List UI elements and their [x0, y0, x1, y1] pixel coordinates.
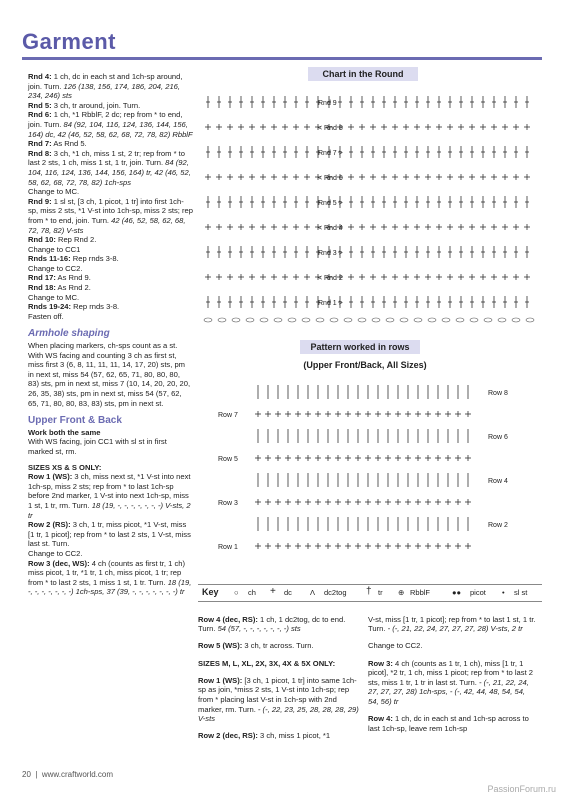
left_column-item: [28, 197, 193, 235]
left_column-text: Change to CC1: [28, 244, 81, 254]
legend-tr: tr: [378, 588, 383, 597]
upper.rows-count: 18 (19, -, -, -, -, -, -, -) 1ch-sps, 37 (39, -, -, -, -, -, -, -) tr: [28, 577, 192, 597]
left_column-label: Rnds 19-24:: [28, 302, 72, 312]
row1-count: - (-, 22, 23, 25, 28, 28, 28, 29) V-sts: [198, 704, 359, 724]
row5-label: Row 5 (WS):: [198, 641, 243, 651]
col3: [368, 607, 536, 741]
slst-icon: •: [502, 588, 505, 597]
upper.rows-item: [28, 520, 193, 549]
left_column-item: [28, 302, 193, 312]
left_column-count: 84 (92, 104, 116, 124, 136, 144, 156, 164) tr, 42 (46, 52, 58, 62, 68, 72, 78, 82) 1ch-sps: [28, 158, 191, 187]
left_column-label: Rnd 10:: [28, 235, 56, 245]
left_column-text: 3 ch, tr around, join. Turn.: [51, 100, 141, 110]
row4-text: 1 ch, 1 dc2tog, dc to end. Turn.: [198, 614, 346, 634]
left_column-item: [28, 101, 193, 111]
col3-text: 1 ch, dc in each st and 1ch-sp across to last 1ch-sp, leave rem 1ch-sp: [368, 714, 529, 733]
row-label: Row 6: [488, 434, 508, 441]
left_column-item: [28, 273, 193, 283]
col3-label: Row 3:: [368, 658, 393, 668]
col3-item: [368, 615, 536, 634]
upper-subheading: Work both the same: [28, 427, 101, 437]
ch-symbol: [400, 318, 408, 322]
ch-symbol: [316, 318, 324, 322]
legend: [198, 584, 542, 602]
col3-text: Change to CC2.: [368, 641, 423, 651]
upper-rows: [28, 472, 193, 597]
left_column-text: Rep rnds 3-8.: [71, 302, 120, 312]
ch-symbol: [470, 318, 478, 322]
left_column-item: [28, 139, 193, 149]
ch-symbol: [260, 318, 268, 322]
legend-rbblf: RbblF: [410, 588, 431, 597]
row-label: Row 7: [218, 412, 238, 419]
left_column-label: Rnd 4:: [28, 72, 52, 81]
pattern-rounds: [28, 72, 193, 321]
round-label: < Rnd 2: [318, 275, 343, 282]
watermark: PassionForum.ru: [487, 784, 556, 794]
armhole-heading: Armhole shaping: [28, 328, 110, 340]
upper.rows-label: Row 1 (WS):: [28, 472, 73, 482]
upper.rows-count: 18 (19, -, -, -, -, -, -, -) V-sts, 2 tr: [28, 500, 191, 520]
legend-dc: dc: [284, 588, 292, 597]
left_column-item: [28, 264, 193, 274]
ch-symbol: [288, 318, 296, 322]
left_column-text: 1 ch, *1 RbblF, 2 dc; rep from * to end, join. Turn.: [28, 110, 183, 129]
ch-symbol: [526, 318, 534, 322]
round-label: < Rnd 6: [318, 175, 343, 182]
row-label: Row 8: [488, 390, 508, 397]
col3-count: - (-, 21, 22, 24, 27, 27, 27, 28) V-sts, 2 tr: [387, 624, 523, 634]
ch-symbol: [428, 318, 436, 322]
left_column-label: Rnd 9:: [28, 196, 52, 206]
row2-text: 3 ch, miss 1 picot, *1: [257, 731, 331, 741]
col2: [198, 607, 363, 749]
page-title: Garment: [22, 30, 152, 54]
left_column-item: [28, 187, 193, 197]
left_column-text: 3 ch, *1 ch, miss 1 st, 2 tr; rep from * to last 2 sts, 1 ch, miss 1 st, 1 tr, join. Turn.: [28, 148, 185, 168]
left_column-text: 1 ch, dc in each st and 1ch-sp around, join. Turn.: [28, 72, 183, 91]
upper-text: With WS facing, join CC1 with sl st in first marked st, rm.: [28, 437, 167, 456]
upper-heading: Upper Front & Back: [28, 415, 122, 427]
chart-round-diagram: [198, 82, 542, 332]
left_column-text: 1 sl st, [3 ch, 1 picot, 1 tr] into first 1ch-sp, miss 2 sts, *1 V-st into 1ch-sp, miss 2 sts; rep from * to end, join. Turn.: [28, 196, 194, 225]
left_column-text: Change to CC2.: [28, 263, 83, 273]
dc2tog-icon: Λ: [310, 588, 316, 597]
ch-symbol: [218, 318, 226, 322]
chart-rows-diagram: [198, 374, 542, 574]
footer-site: www.craftworld.com: [41, 770, 113, 779]
title-rule: [22, 57, 542, 60]
upper.rows-item: [28, 559, 193, 597]
row-label: Row 2: [488, 522, 508, 529]
col3-text: V-st, miss [1 tr, 1 picot]; rep from * to last 1 st, 1 tr. Turn.: [368, 614, 536, 634]
row1-text: [3 ch, 1 picot, 1 tr] into same 1ch-sp as join, *miss 2 sts, 1 V-st into 1ch-sp; rep from * placing last V-st in 1ch-sp with 2nd marker, rm. Turn.: [198, 675, 357, 714]
left_column-item: [28, 283, 193, 293]
left_column-label: Rnd 5:: [28, 100, 52, 110]
chart-rows-title: Pattern worked in rows: [300, 340, 420, 354]
upper.rows-text: 3 ch, 1 tr, miss picot, *1 V-st, miss [1 tr, 1 picot]; rep from * to last 2 sts, 1 V-st, miss last st. Turn.: [28, 520, 191, 549]
upper.rows-label: Row 2 (RS):: [28, 520, 71, 530]
ch-symbol: [456, 318, 464, 322]
row2-label: Row 2 (dec, RS):: [198, 731, 258, 741]
round-label: < Rnd 8: [318, 125, 343, 132]
left_column-text: Rep Rnd 2.: [55, 235, 97, 245]
left_column-item: [28, 293, 193, 303]
legend-picot: picot: [470, 588, 486, 597]
row5-text: 3 ch, tr across. Turn.: [242, 641, 314, 651]
left_column-text: Rep rnds 3-8.: [70, 254, 119, 264]
row-label: Row 3: [218, 500, 238, 507]
left_column-label: Rnd 18:: [28, 283, 56, 293]
ch-symbol: [372, 318, 380, 322]
page-number: 20: [22, 770, 31, 779]
upper.rows-text: Change to CC2.: [28, 548, 83, 558]
ch-icon: ○: [234, 588, 239, 597]
left_column-label: Rnd 7:: [28, 139, 52, 149]
upper.rows-text: 3 ch, miss next st, *1 V-st into next 1ch-sp, miss 2 sts; rep from * to last 1ch-sp before 2nd marker, 1 V-st into next 1ch-sp, miss 1 st, 1 tr, rm. Turn.: [28, 472, 191, 510]
ch-symbol: [358, 318, 366, 322]
left_column-count: 126 (138, 156, 174, 186, 204, 216, 234, 246) sts: [28, 81, 181, 101]
dc-icon: +: [270, 586, 276, 597]
col3-count: - (-, 21, 22, 24, 27, 27, 27, 28) 1ch-sps, - (-, 42, 44, 48, 54, 54, 54, 56) tr: [368, 677, 529, 706]
upper.rows-item: [28, 549, 193, 559]
ch-symbol: [302, 318, 310, 322]
left_column-item: [28, 110, 193, 139]
row1-label: Row 1 (WS):: [198, 675, 243, 685]
left_column-item: [28, 149, 193, 187]
ch-symbol: [274, 318, 282, 322]
legend-slst: sl st: [514, 588, 528, 597]
left_column-text: As Rnd 2.: [55, 283, 91, 293]
chart-round-title: Chart in the Round: [308, 67, 418, 81]
ch-symbol: [246, 318, 254, 322]
row-label: Row 4: [488, 478, 508, 485]
row4-label: Row 4 (dec, RS):: [198, 614, 258, 624]
upper.rows-item: [28, 472, 193, 520]
ch-symbol: [498, 318, 506, 322]
row-label: Row 1: [218, 544, 238, 551]
row-label: Row 5: [218, 456, 238, 463]
rbblf-icon: ⊕: [398, 588, 405, 597]
left_column-label: Rnd 17:: [28, 273, 56, 283]
sizes-m-heading: SIZES M, L, XL, 2X, 3X, 4X & 5X ONLY:: [198, 658, 336, 668]
left-column: [28, 72, 193, 597]
row4-count: 54 (57, -, -, -, -, -, -, -) sts: [217, 624, 301, 634]
col3-item: [368, 641, 536, 651]
left_column-item: [28, 245, 193, 255]
sizes-heading: SIZES XS & S ONLY:: [28, 462, 102, 472]
picot-icon: ●●: [452, 588, 462, 597]
left_column-text: Change to MC.: [28, 187, 80, 197]
ch-symbol: [512, 318, 520, 322]
chart-rows-subtitle: (Upper Front/Back, All Sizes): [303, 360, 427, 370]
round-label: Rnd 9: [318, 100, 337, 107]
left_column-item: [28, 235, 193, 245]
ch-symbol: [442, 318, 450, 322]
left_column-label: Rnd 8:: [28, 148, 52, 158]
left_column-text: Fasten off.: [28, 311, 64, 321]
armhole-text: When placing markers, ch-sps count as a st. With WS facing and counting 3 ch as first st, miss first 3 (6, 8, 11, 11, 11, 14, 17, 20) sts, pm in next st, miss 54 (57, 62, 65, 71, 80, 80, 80, 83) sts, pm in next st, miss 7 (10, 14, 20, 20, 20, 26, 35, 38) sts, pm in next st, miss 54 (57, 62, 65, 71, 80, 80, 83, 83) sts, pm in next st.: [28, 341, 191, 408]
legend-ch: ch: [248, 588, 256, 597]
left_column-count: 84 (92, 104, 116, 124, 136, 144, 156, 164) dc, 42 (46, 52, 58, 62, 68, 72, 78, 82) RbblF: [28, 119, 193, 139]
round-label: Rnd 7 >: [318, 150, 343, 157]
left_column-label: Rnd 6:: [28, 110, 52, 120]
left_column-item: [28, 254, 193, 264]
tr-icon: †: [366, 586, 372, 597]
ch-symbol: [330, 318, 338, 322]
left_column-text: Change to MC.: [28, 292, 80, 302]
left_column-text: As Rnd 5.: [51, 139, 87, 149]
round-label: Rnd 3 >: [318, 250, 343, 257]
left_column-label: Rnds 11-16:: [28, 254, 71, 264]
round-label: Rnd 5 >: [318, 200, 343, 207]
footer: 20 | www.craftworld.com: [22, 770, 113, 779]
upper.rows-label: Row 3 (dec, WS):: [28, 558, 90, 568]
left_column-item: [28, 312, 193, 322]
ch-symbol: [484, 318, 492, 322]
col3-label: Row 4:: [368, 714, 393, 724]
round-label: < Rnd 4: [318, 225, 343, 232]
left_column-text: As Rnd 9.: [55, 273, 91, 283]
round-label: Rnd 1 >: [318, 300, 343, 307]
col3-text: 4 ch (counts as 1 tr, 1 ch), miss [1 tr, 1 picot], *2 tr, 1 ch, miss 1 picot; rep from * to last 2 sts, miss 1 tr, 1 tr in last st. Turn.: [368, 658, 534, 687]
ch-symbol: [232, 318, 240, 322]
legend-dc2tog: dc2tog: [324, 588, 347, 597]
upper.rows-text: 4 ch (counts as first tr, 1 ch) miss picot, 1 tr, *1 tr, 1 ch, miss picot, 1 tr; rep from * to last 2 sts, 1 miss 1 st, 1 tr. Turn.: [28, 558, 185, 587]
left_column-item: [28, 72, 193, 101]
col3-item: [368, 659, 536, 707]
col3-item: [368, 714, 536, 733]
ch-symbol: [344, 318, 352, 322]
ch-symbol: [414, 318, 422, 322]
legend-key: Key: [202, 587, 219, 597]
ch-symbol: [386, 318, 394, 322]
ch-symbol: [204, 318, 212, 322]
left_column-count: 42 (46, 52, 58, 62, 68, 72, 78, 82) V-sts: [28, 215, 186, 235]
